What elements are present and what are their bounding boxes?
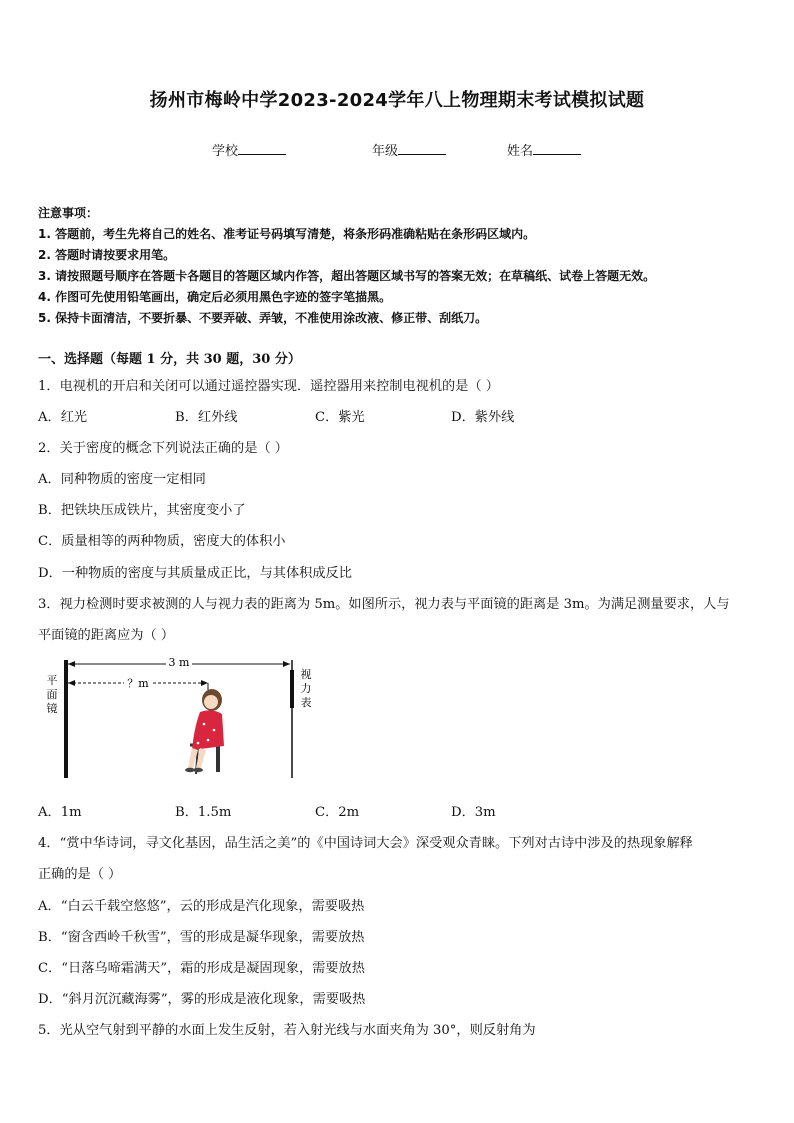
mirror-label: 平面镜 bbox=[46, 674, 58, 715]
q4-option-a: A．“白云千载空悠悠”，云的形成是汽化现象，需要吸热 bbox=[38, 899, 365, 914]
q4-option-d: D．“斜月沉沉藏海雾”，雾的形成是液化现象，需要吸热 bbox=[38, 992, 366, 1007]
q2-option-d: D．一种物质的密度与其质量成正比，与其体积成反比 bbox=[38, 566, 352, 581]
q1-option-d: D．紫外线 bbox=[451, 410, 515, 425]
q4-stem-line2: 正确的是（ ） bbox=[38, 867, 122, 882]
q3-stem-line2: 平面镜的距离应为（ ） bbox=[38, 628, 175, 643]
q1-stem: 1．电视机的开启和关闭可以通过遥控器实现．遥控器用来控制电视机的是（ ） bbox=[38, 379, 499, 394]
note-item: 4. 作图可先使用铅笔画出，确定后必须用黑色字迹的签字笔描黑。 bbox=[38, 290, 392, 304]
q3-figure bbox=[40, 650, 330, 785]
mirror-plane bbox=[64, 660, 68, 778]
school-field[interactable] bbox=[212, 140, 286, 159]
q4-stem-line1: 4．“赏中华诗词，寻文化基因，品生活之美”的《中国诗词大会》深受观众青睐。下列对古诗中涉及的热现象解释 bbox=[38, 836, 693, 851]
school-blank[interactable] bbox=[238, 142, 286, 155]
note-item: 5. 保持卡面清洁，不要折暴、不要弄破、弄皱，不准使用涂改液、修正带、刮纸刀。 bbox=[38, 311, 488, 325]
name-label: 姓名 bbox=[507, 144, 534, 159]
q1-option-c: C．紫光 bbox=[315, 410, 365, 425]
notes-heading: 注意事项： bbox=[38, 206, 99, 220]
note-item: 1. 答题前，考生先将自己的姓名、准考证号码填写清楚，将条形码准确粘贴在条形码区域内。 bbox=[38, 227, 536, 241]
grade-field[interactable] bbox=[372, 140, 446, 159]
q4-option-c: C．“日落乌啼霜满天”，霜的形成是凝固现象，需要放热 bbox=[38, 961, 365, 976]
q2-option-b: B．把铁块压成铁片，其密度变小了 bbox=[38, 503, 246, 518]
note-item: 3. 请按照题号顺序在答题卡各题目的答题区域内作答，超出答题区域书写的答案无效；在草稿纸、试卷上答题无效。 bbox=[38, 269, 656, 283]
note-item: 2. 答题时请按要求用笔。 bbox=[38, 248, 176, 262]
grade-label: 年级 bbox=[372, 144, 399, 159]
q5-stem: 5．光从空气射到平静的水面上发生反射，若入射光线与水面夹角为 30°，则反射角为 bbox=[38, 1023, 536, 1038]
q3-option-d: D．3m bbox=[451, 805, 496, 820]
q3-stem-line1: 3．视力检测时要求被测的人与视力表的距离为 5m。如图所示，视力表与平面镜的距离是 3m。为满足测量要求，人与 bbox=[38, 597, 730, 612]
q3-option-b: B．1.5m bbox=[175, 805, 232, 820]
q1-option-a: A．红光 bbox=[38, 410, 88, 425]
q2-option-a: A．同种物质的密度一定相同 bbox=[38, 472, 206, 487]
name-field[interactable] bbox=[507, 140, 581, 159]
q3-option-c: C．2m bbox=[315, 805, 360, 820]
chart-label: 视力表 bbox=[300, 668, 312, 709]
grade-blank[interactable] bbox=[398, 142, 446, 155]
page-title: 扬州市梅岭中学2023-2024学年八上物理期末考试模拟试题 bbox=[149, 90, 645, 111]
q2-option-c: C．质量相等的两种物质，密度大的体积小 bbox=[38, 534, 286, 549]
section-heading: 一、选择题（每题 1 分，共 30 题，30 分） bbox=[38, 352, 301, 367]
girl-on-chair-illustration bbox=[185, 689, 224, 774]
school-label: 学校 bbox=[212, 144, 239, 159]
notes-section bbox=[38, 203, 655, 329]
q3-option-a: A．1m bbox=[38, 805, 82, 820]
q4-option-b: B．“窗含西岭千秋雪”，雪的形成是凝华现象，需要放热 bbox=[38, 930, 365, 945]
q1-option-b: B．红外线 bbox=[175, 410, 238, 425]
distance-3m-label: 3 m bbox=[168, 656, 190, 669]
name-blank[interactable] bbox=[533, 142, 581, 155]
q2-stem: 2．关于密度的概念下列说法正确的是（ ） bbox=[38, 441, 288, 456]
chart-board bbox=[290, 670, 294, 708]
distance-unknown-label: ？m bbox=[127, 677, 149, 690]
